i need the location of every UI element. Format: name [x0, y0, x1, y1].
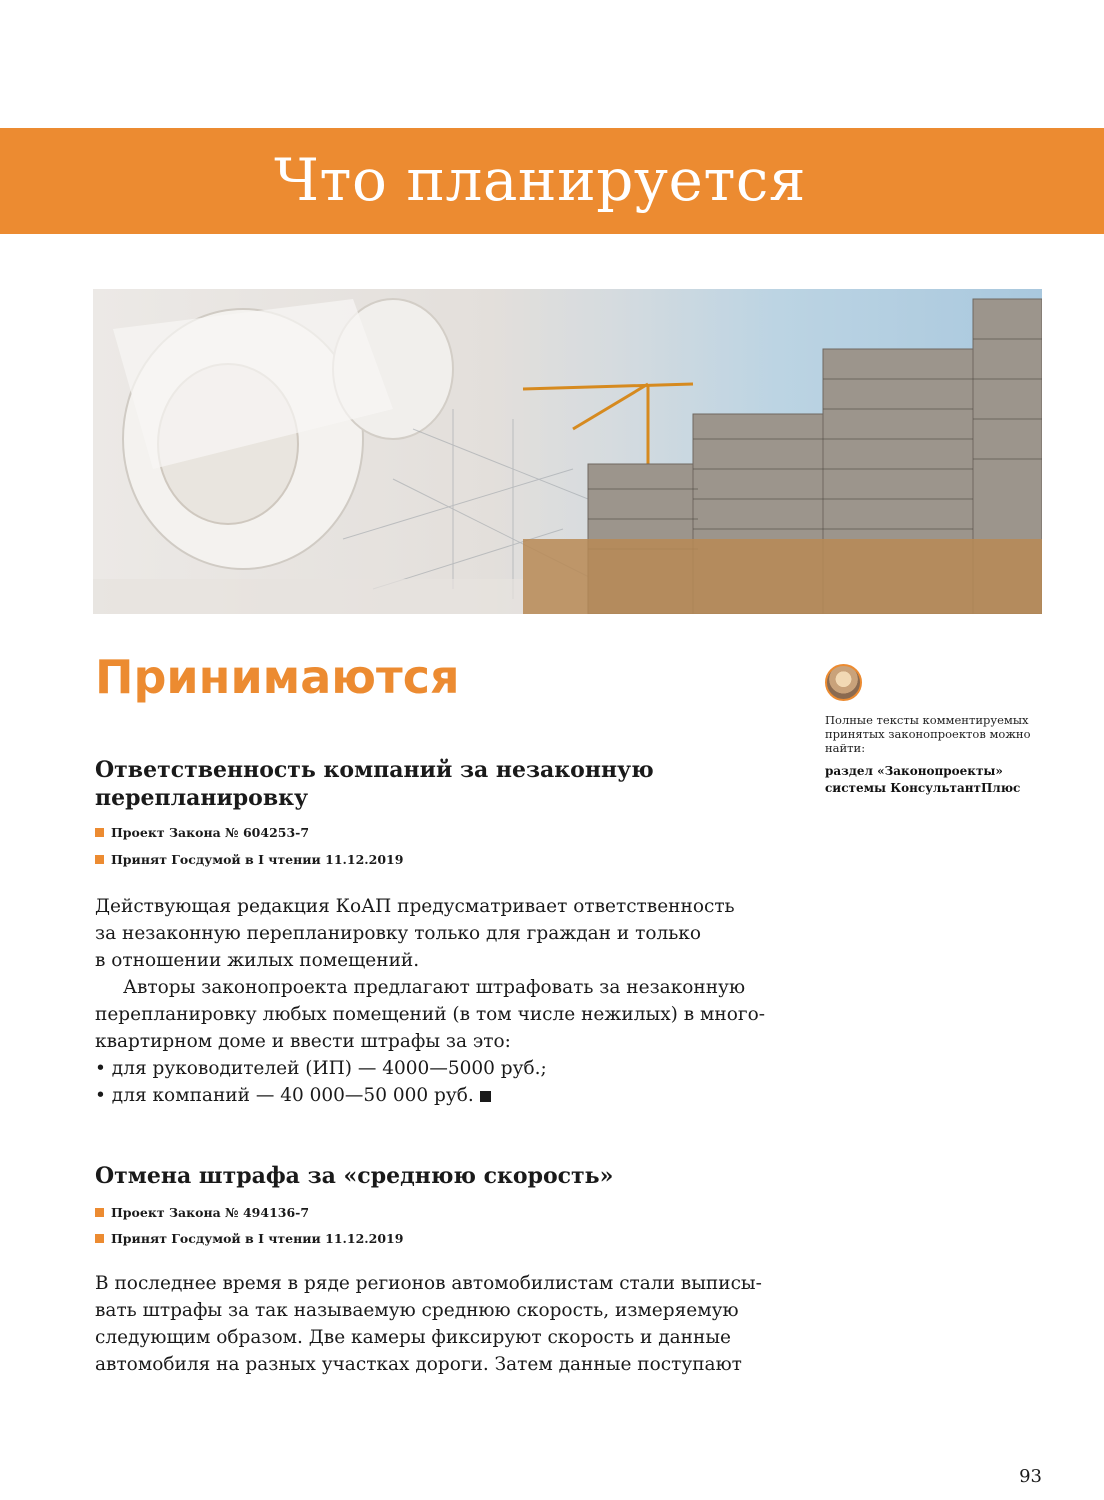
end-mark-icon: [480, 1091, 491, 1102]
article1-line: перепланировку любых помещений (в том числе нежилых) в много-: [95, 1004, 765, 1025]
sidebar-source: [825, 763, 1055, 797]
hero-image: [93, 289, 1042, 614]
article2-meta-bill: [95, 1205, 309, 1220]
article1-line: Действующая редакция КоАП предусматривает ответственность: [95, 896, 735, 917]
article2-body: [95, 1270, 775, 1378]
sidebar-note-text: Полные тексты комментируемых принятых законопроектов можно найти:: [825, 713, 1031, 755]
article1-bullet: • для компаний — 40 000—50 000 руб.: [95, 1082, 775, 1109]
article1-bullet: • для руководителей (ИП) — 4000—5000 руб.;: [95, 1055, 775, 1082]
article2-line: автомобиля на разных участках дороги. Затем данные поступают: [95, 1354, 742, 1375]
article1-bill-number: Проект Закона № 604253-7: [111, 825, 310, 840]
article2-line: следующим образом. Две камеры фиксируют скорость и данные: [95, 1327, 732, 1348]
orange-square-icon: [95, 1234, 104, 1243]
article2-title: Отмена штрафа за «среднюю скорость»: [95, 1163, 614, 1189]
article1-title-line1: Ответственность компаний за незаконную: [95, 757, 654, 783]
construction-illustration: [93, 289, 1042, 614]
banner-scalloped-edge: [0, 230, 1104, 238]
header-banner: [0, 128, 1104, 234]
sidebar-note: [825, 664, 1055, 797]
expert-avatar-icon: [825, 664, 862, 701]
article1-line: в отношении жилых помещений.: [95, 950, 420, 971]
article1-meta-bill: [95, 825, 309, 840]
article1-title-line2: перепланировку: [95, 785, 309, 811]
article1-line: за незаконную перепланировку только для граждан и только: [95, 923, 701, 944]
page-number: 93: [1019, 1466, 1042, 1487]
sidebar-source-line2: системы КонсультантПлюс: [825, 781, 1021, 795]
article1-line: Авторы законопроекта предлагают штрафовать за незаконную: [123, 977, 746, 998]
article1-body: [95, 893, 775, 1109]
banner-title: Что планируется: [274, 146, 806, 214]
article2-bill-number: Проект Закона № 494136-7: [111, 1205, 310, 1220]
orange-square-icon: [95, 855, 104, 864]
article2-status: Принят Госдумой в I чтении 11.12.2019: [111, 1231, 404, 1246]
article1-title: [95, 756, 735, 812]
section-title: Принимаются: [95, 650, 460, 704]
sidebar-source-line1: раздел «Законопроекты»: [825, 764, 1003, 778]
article2-meta-status: [95, 1231, 403, 1246]
orange-square-icon: [95, 828, 104, 837]
article2-line: вать штрафы за так называемую среднюю скорость, измеряемую: [95, 1300, 739, 1321]
article1-line: квартирном доме и ввести штрафы за это:: [95, 1031, 511, 1052]
orange-square-icon: [95, 1208, 104, 1217]
article2-line: В последнее время в ряде регионов автомобилистам стали выписы-: [95, 1273, 762, 1294]
article1-meta-status: [95, 852, 403, 867]
article1-status: Принят Госдумой в I чтении 11.12.2019: [111, 852, 404, 867]
